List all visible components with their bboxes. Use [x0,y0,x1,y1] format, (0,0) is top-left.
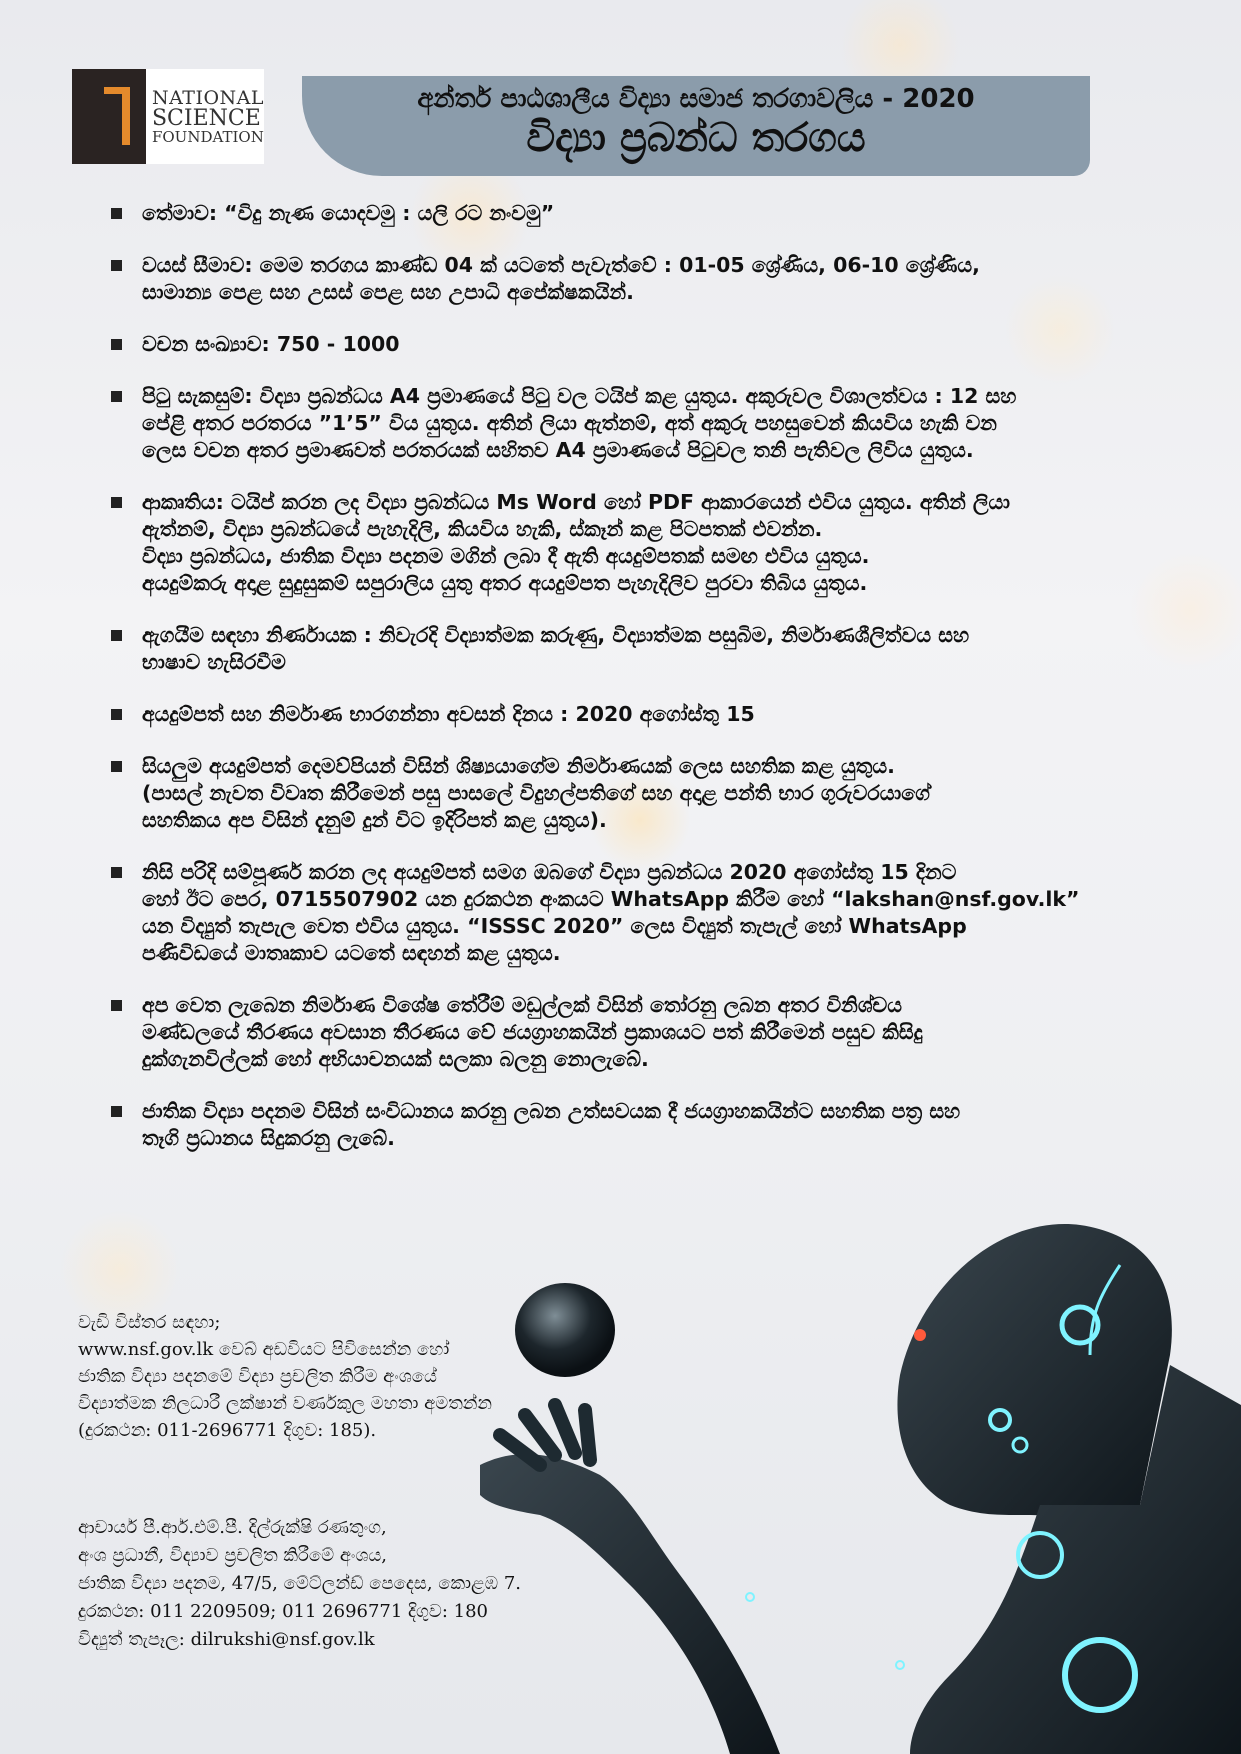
rule-item [108,252,1158,306]
rule-line: සාමාන්‍ය පෙළ සහ උසස් පෙළ සහ උපාධි අපේක්ෂකයින්. [142,280,634,304]
rule-line: ආකෘතිය: ටයිප් කරන ලද විද්‍යා ප්‍රබන්ධය Ms Word හෝ PDF ආකාරයෙන් එවිය යුතුය. අතින් ලියා [142,490,1011,514]
rule-item [108,331,1158,358]
info-line: www.nsf.gov.lk වෙබ් අඩවියට පිවිසෙන්න හෝ [78,1339,450,1360]
info-line: විද්‍යාත්මක නිලධාරී ලක්ෂාන් වර්ණකුල මහතා අමතන්න [78,1393,493,1414]
contact-line: ජාතික විද්‍යා පදනම, 47/5, මේට්ලන්ඩ් පෙදෙස, කොළඹ 7. [78,1573,522,1594]
bullet-square-icon [111,1000,122,1011]
rule-line: අප වෙත ලැබෙන නිර්මාණ විශේෂ තේරීම් මඩුල්ලක් විසින් තෝරනු ලබන අතර විනිශ්චය [142,993,902,1017]
rule-line: ලෙස වචන අතර ප්‍රමාණවත් පරතරයක් සහිතව A4 ප්‍රමාණයේ පිටුවල තනි පැතිවල ලිවිය යුතුය. [142,438,974,462]
info-line: ජාතික විද්‍යා පදනමේ විද්‍යා ප්‍රචලිත කිරීම අංශයේ [78,1366,437,1387]
rule-line: දුක්ගැනවිල්ලක් හෝ අභියාචනයක් සලකා බලනු නොලැබේ. [142,1047,649,1071]
logo-line-1: NATIONAL [151,86,264,109]
rule-line: අයදුම්කරු අදාළ සුදුසුකම් සපුරාලිය යුතු අතර අයදුම්පත පැහැදිලිව පුරවා තිබිය යුතුය. [142,571,868,595]
rule-line: හෝ ඊට පෙර, 0715507902 යන දුරකථන අංකයට WhatsApp කිරීම හෝ “lakshan@nsf.gov.lk” [142,887,1080,911]
bullet-square-icon [111,497,122,508]
rule-line: මණ්ඩලයේ තීරණය අවසාන තීරණය වේ ජයග්‍රාහකයින් ප්‍රකාශයට පත් කිරීමෙන් පසුව කිසිදු [142,1020,923,1044]
bullet-square-icon [111,867,122,878]
rule-item [108,992,1158,1073]
rule-line: භාෂාව හැසිරවීම [142,650,286,674]
rule-line: ඇත්නම්, විද්‍යා ප්‍රබන්ධයේ පැහැදිලි, කියවිය හැකි, ස්කෑන් කළ පිටපතක් එවන්න. [142,517,823,541]
nsf-logo-mark-icon [72,69,146,164]
robot-illustration [480,1205,1241,1754]
info-line: වැඩි විස්තර සඳහා; [78,1312,221,1333]
floating-orb [515,1283,615,1377]
rule-line: සියලුම අයදුම්පත් දෙමව්පියන් විසින් ශිෂ්‍යයාගේම නිර්මාණයක් ලෙස සහතික කළ යුතුය. [142,754,895,778]
logo-line-3: FOUNDATION [151,127,264,146]
rule-line: වචන සංඛ්‍යාව: 750 - 1000 [142,332,400,356]
rule-line: තේමාව: “විදු නැණ යොදවමු : යලි රට නංවමු” [142,201,555,225]
rule-item [108,622,1158,676]
bullet-square-icon [111,709,122,720]
contact-line: දුරකථන: 011 2209509; 011 2696771 දිගුව: 180 [78,1601,489,1622]
rule-line: ඇගයීම සඳහා නිර්ණායක : නිවැරදි විද්‍යාත්මක කරුණු, විද්‍යාත්මක පසුබිම, නිර්මාණශීලිත්වය සහ [142,623,970,647]
rule-item [108,859,1158,967]
rule-line: වයස් සීමාව: මෙම තරගය කාණ්ඩ 04 ක් යටතේ පැවැත්වේ : 01-05 ශ්‍රේණිය, 06-10 ශ්‍රේණිය, [142,253,980,277]
bullet-square-icon [111,391,122,402]
rule-item [108,753,1158,834]
title-banner [302,76,1090,176]
bullet-square-icon [111,1106,122,1117]
contact-line: අංශ ප්‍රධානී, විද්‍යාව ප්‍රචලිත කිරීමේ අංශය, [78,1545,388,1566]
rules-list [108,200,1158,1177]
bullet-square-icon [111,630,122,641]
contact-line: ආචාර්ය පී.ආර්.එම්.පී. දිල්රුක්ෂි රණතුංග, [78,1517,387,1538]
logo-line-2: SCIENCE [151,105,261,131]
rule-line: නිසි පරිදි සම්පූර්ණ කරන ලද අයදුම්පත් සමග ඔබගේ විද්‍යා ප්‍රබන්ධය 2020 අගෝස්තු 15 දිනට [142,860,957,884]
more-info-block [78,1309,492,1444]
rule-item [108,701,1158,728]
rule-line: විද්‍යා ප්‍රබන්ධය, ජාතික විද්‍යා පදනම මගින් ලබා දී ඇති අයදුම්පතක් සමඟ එවිය යුතුය. [142,544,870,568]
robot-head [897,1224,1171,1525]
rule-line: සහතිකය අප විසින් දැනුම් දුන් විට ඉදිරිපත් කළ යුතුය). [142,808,607,832]
banner-subtitle: අන්තර් පාඨශාලීය විද්‍යා සමාජ තරගාවලිය - 2020 [417,84,975,114]
info-line: (දුරකථන: 011-2696771 දිගුව: 185). [78,1420,377,1441]
rule-item [108,489,1158,597]
rule-item [108,383,1158,464]
rule-line: ජාතික විද්‍යා පදනම විසින් සංවිධානය කරනු ලබන උත්සවයක දී ජයග්‍රාහකයින්ට සහතික පත්‍ර සහ [142,1099,961,1123]
nsf-logo-text [146,69,264,164]
banner-title: විද්‍යා ප්‍රබන්ධ තරගය [526,115,866,161]
robot-arm [480,1454,780,1754]
rule-line: යන විද්‍යුත් තැපැල වෙත එවිය යුතුය. “ISSSC 2020” ලෙස විද්‍යුත් තැපැල් හෝ WhatsApp [142,914,967,938]
bullet-square-icon [111,208,122,219]
rule-line: පේළි අතර පරතරය ”1’5” විය යුතුය. අතින් ලියා ඇත්නම්, අත් අකුරු පහසුවෙන් කියවිය හැකි වන [142,411,997,435]
contact-block [78,1514,521,1654]
rule-line: පණිවිඩයේ මාතෘකාව යටතේ සඳහන් කළ යුතුය. [142,941,561,965]
bullet-square-icon [111,761,122,772]
bullet-square-icon [111,260,122,271]
rule-item [108,1098,1158,1152]
contact-line: විද්‍යුත් තැපෑල: dilrukshi@nsf.gov.lk [78,1629,375,1650]
rule-line: අයදුම්පත් සහ නිර්මාණ භාරගන්නා අවසන් දිනය : 2020 අගෝස්තු 15 [142,702,755,726]
rule-line: තෑගි ප්‍රධානය සිදුකරනු ලැබේ. [142,1126,395,1150]
rule-line: (පාසල් නැවත විවෘත කිරීමෙන් පසු පාසලේ විදුහල්පතිගේ සහ අදාළ පන්ති භාර ගුරුවරයාගේ [142,781,930,805]
nsf-logo [72,69,264,164]
rule-line: පිටු සැකසුම්: විද්‍යා ප්‍රබන්ධය A4 ප්‍රමාණයේ පිටු වල ටයිප් කළ යුතුය. අකුරුවල විශාලත්වය : 12 සහ [142,384,1017,408]
bullet-square-icon [111,339,122,350]
rule-item [108,200,1158,227]
